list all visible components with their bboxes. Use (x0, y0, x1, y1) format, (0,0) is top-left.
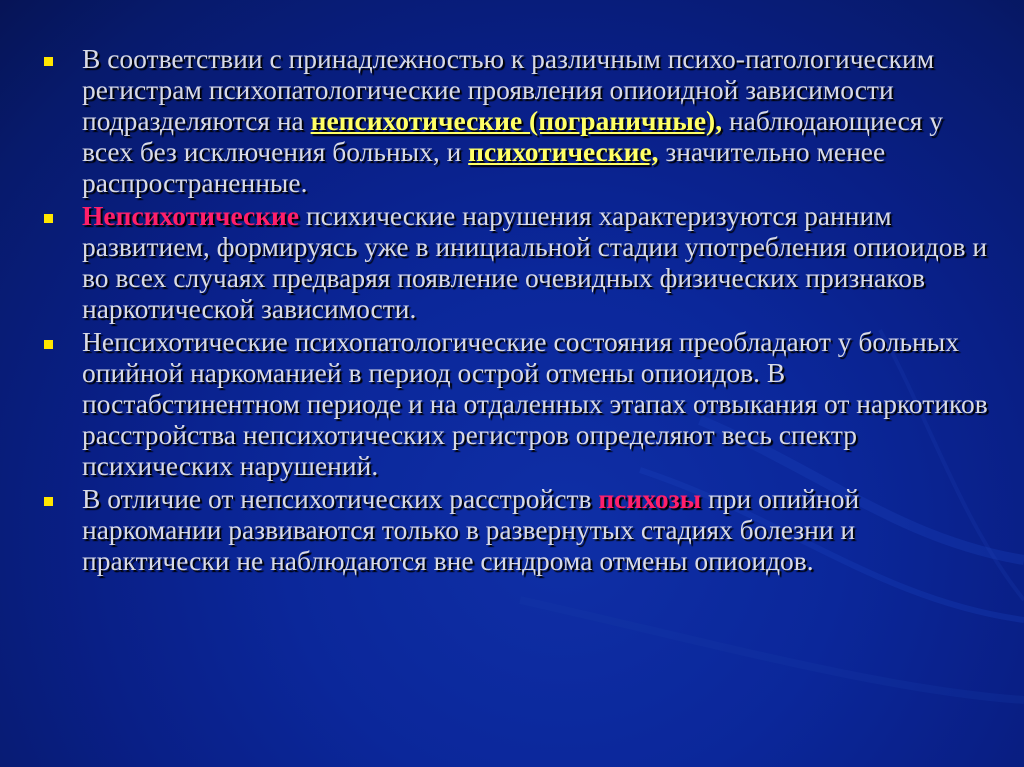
list-item (40, 200, 990, 324)
highlight-term: психозы (598, 483, 702, 514)
bullet-text: Непсихотические психические нарушения характеризуются ранним развитием, формируясь уже в инициальной стадии употребления опиоидов и во всех случаях предваряя появление очевидных физических признаков наркотической зависимости. (82, 200, 988, 324)
bullet-text: В соответствии с принадлежностью к различным психо-патологическим регистрам психопатологические проявления опиоидной зависимости подразделяются на непсихотические (пограничные), наблюдающиеся у всех без исключения больных, и психотические, значительно менее распространенные. (82, 43, 944, 198)
bullet-text: В отличие от непсихотических расстройств психозы при опийной наркомании развиваются только в развернутых стадиях болезни и практически не наблюдаются вне синдрома отмены опиоидов. (82, 483, 860, 576)
square-bullet-icon (44, 57, 53, 66)
square-bullet-icon (44, 340, 53, 349)
highlight-term: психотические, (468, 136, 659, 167)
bullet-list (40, 43, 990, 578)
highlight-term: непсихотические (пограничные), (310, 105, 723, 136)
list-item (40, 43, 990, 198)
bullet-text: Непсихотические психопатологические состояния преобладают у больных опийной наркоманией в период острой отмены опиоидов. В постабстинентном периоде и на отдаленных этапах отвыкания от наркотиков расстройства непсихотических регистров определяют весь спектр психических нарушений. (82, 326, 988, 481)
square-bullet-icon (44, 497, 53, 506)
list-item (40, 483, 990, 576)
list-item (40, 326, 990, 481)
square-bullet-icon (44, 214, 53, 223)
highlight-term: Непсихотические (82, 200, 300, 231)
